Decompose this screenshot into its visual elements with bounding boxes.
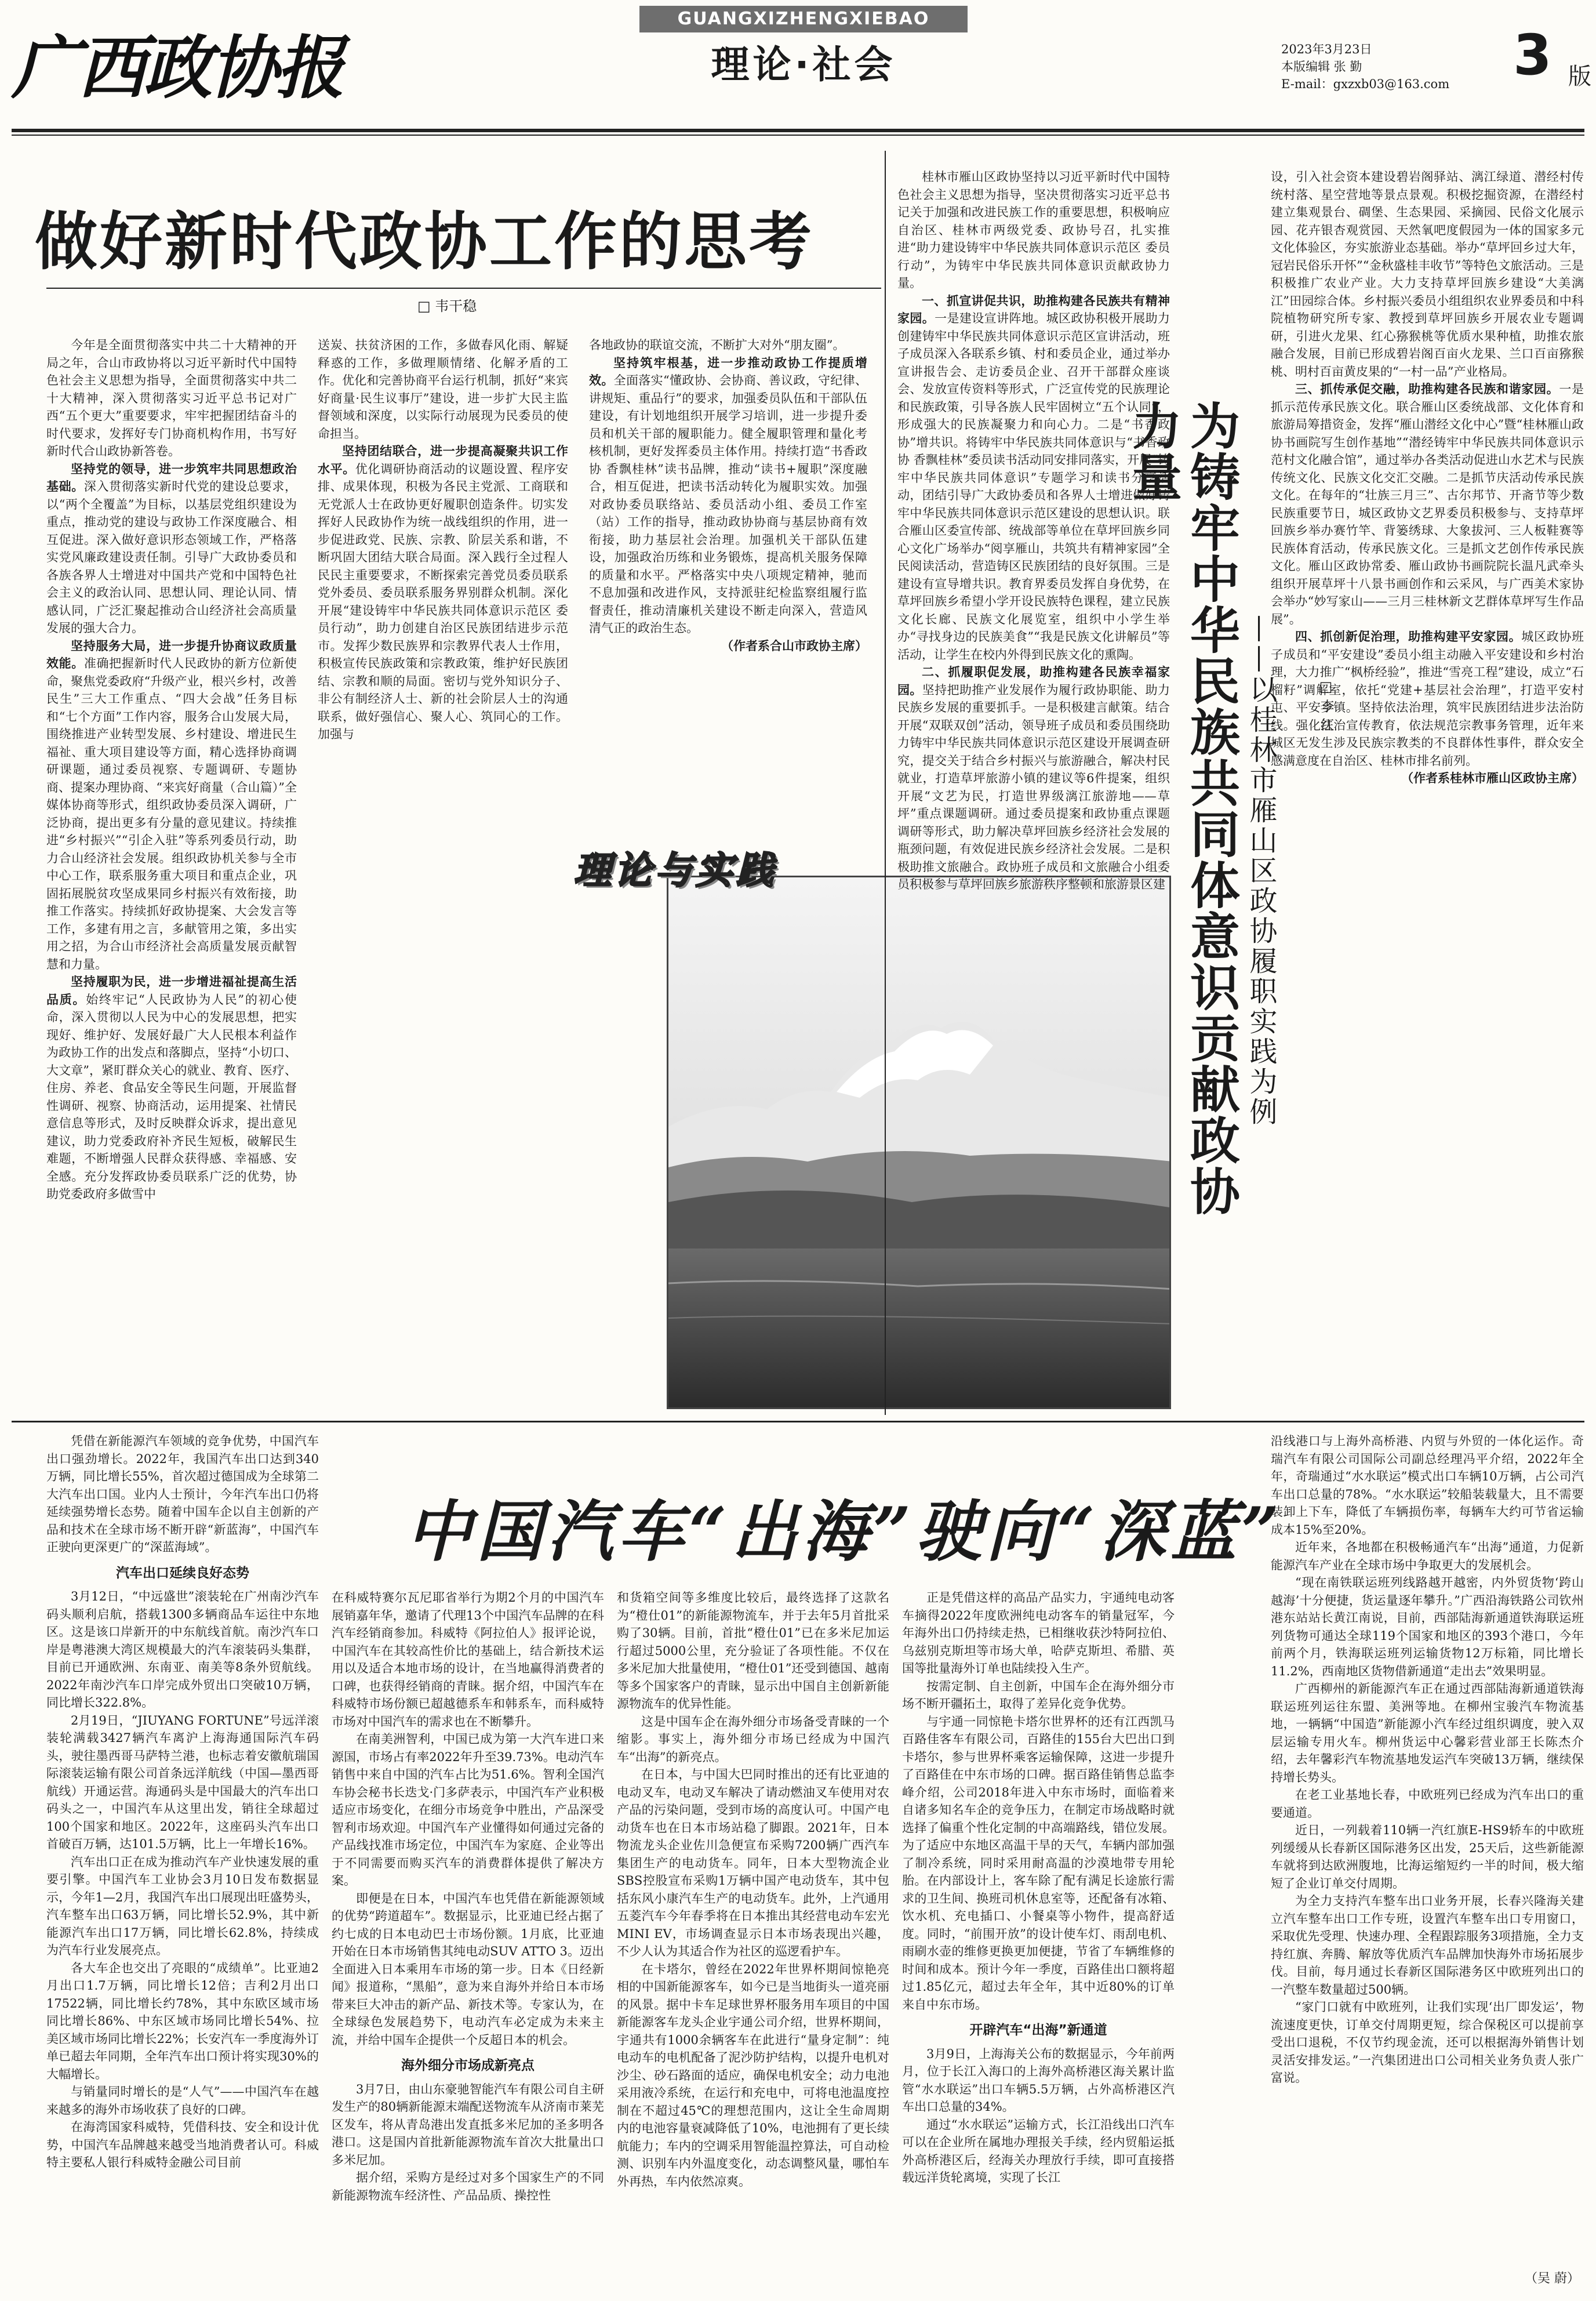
header-rule-thick xyxy=(12,129,1584,132)
paragraph-lead: 四、抓创新促治理，助推构建平安家园。 xyxy=(1295,630,1522,644)
theory-practice-banner: 理论与实践 xyxy=(574,850,777,892)
section-title: 理论·社会 xyxy=(711,42,896,87)
masthead-pinyin: GUANGXIZHENGXIEBAO xyxy=(639,6,968,32)
paragraph: 沿线港口与上海外高桥港、内贸与外贸的一体化运作。奇瑞汽车有限公司国际公司副总经理冯平介绍，2022年全年，奇瑞通过“水水联运”模式出口车辆10万辆，占公司汽车出口总量的78%。“水水联运”较船装载量大，且不需要装卸上下车，降低了车辆损伤率，每辆车大约可节省运输成本15%至20%。 xyxy=(1271,1434,1584,1537)
paragraph: 与宇通一同惊艳卡塔尔世界杯的还有江西凯马百路佳客车有限公司，百路佳的155台大巴出口到卡塔尔，参与世界杯乘客运输保障，这进一步提升了百路佳在中东市场的口碑。据百路佳销售总监李峰介绍，公司2018年进入中东市场时，面临着来自诸多知名车企的竞争压力，在制定市场战略时就选择了偏重个性化定制的中高端路线，错位发展。为了适应中东地区高温干旱的天气，车辆内部加强了制冷系统，同时采用耐高温的沙漠地带专用轮胎。在内部设计上，客车除了配有满足长途旅行需求的卫生间、换班司机休息室等，还配备有冰箱、饮水机、充电插口、小餐桌等小物件，提高舒适度。同时，“前围开放”的设计使车灯、雨刮电机、雨刷水壶的维修更换更加便捷，节省了车辆维修的时间和成本。预计今年一季度，百路佳出口额将超过1.85亿元，超过去年全年，其中近80%的订单来自中东市场。 xyxy=(902,1714,1175,2012)
paragraph: 在老工业基地长春，中欧班列已经成为汽车出口的重要通道。 xyxy=(1271,1788,1584,1820)
section-subheading: 开辟汽车“出海”新通道 xyxy=(969,2023,1107,2038)
paragraph-lead: 坚持履职为民，进一步增进福祉提高生活品质。 xyxy=(46,975,297,1007)
paragraph-lead: 坚持筑牢根基，进一步推动政协工作提质增效。 xyxy=(589,355,867,387)
paragraph: 坚持筑牢根基，进一步推动政协工作提质增效。全面落实“懂政协、会协商、善议政，守纪律、讲规矩、重品行”的要求，加强委员队伍和干部队伍建设，有计划地组织开展学习培训，进一步提升委员和机关干部的履职能力。健全履职管理和量化考核机制，更好发挥委员主体作用。持续打造“书香政协 香飘桂林”读书品牌，推动“读书+履职”深度融合，相互促进，把读书活动转化为履职实效。加强对政协委员联络站、委员活动小组、委员工作室（站）工作的指导，推动政协协商与基层协商有效衔接，助力基层社会治理。加强机关干部队伍建设，加强政治历练和业务锻炼，提高机关服务保障的质量和水平。严格落实中央八项规定精神，驰而不息加强和改进作风，支持派驻纪检监察组履行监督责任，推动清廉机关建设不断走向深入，营造风清气正的政治生态。 xyxy=(589,355,867,635)
paragraph: 在日本，与中国大巴同时推出的还有比亚迪的电动叉车，电动叉车解决了请动燃油叉车使用对农产品的污染问题，受到市场的高度认可。中国产电动货车也在日本市场站稳了脚跟。2021年，日本物流龙头企业佐川急便宣布采购7200辆广西汽车集团生产的电动货车。同年，日本大型物流企业SBS控股宣布采购1万辆中国产电动货车，其中包括东风小康汽车生产的电动货车。此外，上汽通用五菱汽车今年春季将在日本推出其经营电动车宏光MINI EV，市场调查显示日本市场表现出兴趣，不少人认为其适合作为社区的巡逻看护车。 xyxy=(617,1768,889,1958)
paragraph-lead: 一、抓宣讲促共识，助推构建各民族共有精神家园。 xyxy=(897,293,1170,325)
paragraph: 正是凭借这样的高品产品实力，宇通纯电动客车摘得2022年度欧洲纯电动客车的销量冠军，今年海外出口仍持续走热，已相继收获沙特阿拉伯、乌兹别克斯坦等市场大单，哈萨克斯坦、希腊、英国等批量海外订单也陆续投入生产。 xyxy=(902,1591,1175,1675)
paragraph: 在南美洲智利，中国已成为第一大汽车进口来源国，市场占有率2022年升至39.73%。电动汽车销售中来自中国的汽车占比为51.6%。智利全国汽车协会秘书长迭戈·门多萨表示，中国汽车产业积极适应市场变化，在细分市场竞争中胜出，产品深受智利市场欢迎。中国汽车产业懂得如何通过完备的产品线找准市场定位，中国汽车为家庭、企业等出于不同需要而购买汽车的消费群体提供了解决方案。 xyxy=(332,1732,604,1888)
paragraph: 在海湾国家科威特，凭借科技、安全和设计优势，中国汽车品牌越来越受当地消费者认可。科威特主要私人银行科威特金融公司目前 xyxy=(46,2120,319,2169)
paragraph: “家门口就有中欧班列，让我们实现‘出厂即发运’，物流速度更快，订单交付周期更短，综合保税区可以提前享受出口退税，不仅节约现金流，还可以根据海外销售计划灵活安排发运。”一汽集团进出口公司相关业务负责人张广富说。 xyxy=(1271,2000,1584,2085)
paragraph: 坚持团结联合，进一步提高凝聚共识工作水平。优化调研协商活动的议题设置、程序安排、成果体现，积极为各民主党派、工商联和无党派人士在政协更好履职创造条件。切实发挥好人民政协作为统一战线组织的作用，进一步促进政党、民族、宗教、阶层关系和谐，不断巩固大团结大联合局面。深入践行全过程人民民主重要要求，不断探索完善党员委员联系党外委员、委员联系服务界别群众机制。深化开展“建设铸牢中华民族共同体意识示范区 委员行动”，助力创建自治区民族团结进步示范市。发挥少数民族界和宗教界代表人士作用，积极宣传民族政策和宗教政策，维护好民族团结、宗教和顺的局面。密切与党外知识分子、非公有制经济人士、新的社会阶层人士的沟通联系，做好强信心、聚人心、筑同心的工作。加强与 xyxy=(318,444,568,741)
paragraph: 今年是全面贯彻落实中共二十大精神的开局之年，合山市政协将以习近平新时代中国特色社会主义思想为指导，全面贯彻落实中共二十大精神，深入贯彻落实习近平总书记对广西“五个更大”重要要求，牢牢把握团结奋斗的时代要求，发挥好专门协商机构作用，书写好新时代合山政协新答卷。 xyxy=(46,338,297,458)
paragraph-lead: 坚持服务大局，进一步提升协商议政质量效能。 xyxy=(46,638,297,670)
paragraph: 与销量同时增长的是“人气”——中国汽车在越来越多的海外市场收获了良好的口碑。 xyxy=(46,2085,319,2117)
article1-column-2 xyxy=(318,336,568,812)
paragraph: 桂林市雁山区政协坚持以习近平新时代中国特色社会主义思想为指导，坚决贯彻落实习近平总书记关于加强和改进民族工作的重要思想，积极响应自治区、桂林市两级党委、政协号召，扎实推进“助力建设铸牢中华民族共同体意识示范区 委员行动”，为铸牢中华民族共同体意识贡献政协力量。 xyxy=(897,170,1170,290)
masthead-logo: 广西政协报 xyxy=(12,27,343,108)
article1-headline: 做好新时代政协工作的思考 xyxy=(35,206,815,278)
paragraph: 为全力支持汽车整车出口业务开展，长春兴隆海关建立汽车整车出口工作专班，设置汽车整车出口专用窗口，采取优先受理、快速办理、全程跟踪服务3项措施，全力支持红旗、奔腾、解放等优质汽车品牌加快海外市场拓展步伐。目前，每月通过长春新区国际港务区中欧班列出口的一汽整车数量超过500辆。 xyxy=(1271,1894,1584,1997)
paragraph: 汽车出口正在成为推动汽车产业快速发展的重要引擎。中国汽车工业协会3月10日发布数据显示，今年1—2月，我国汽车出口展现出旺盛势头，汽车整车出口63万辆，同比增长52.9%，其中新能源汽车出口17万辆，同比增长62.8%，持续成为汽车行业发展亮点。 xyxy=(46,1854,319,1957)
paragraph: 3月12日，“中远盛世”滚装轮在广州南沙汽车码头顺利启航，搭载1300多辆商品车运往中东地区。这是该口岸新开的中东航线首航。南沙汽车口岸是粤港澳大湾区规模最大的汽车滚装码头集群，目前已开通欧洲、东南亚、南美等8条外贸航线。2022年南沙汽车口岸完成外贸出口突破10万辆，同比增长322.8%。 xyxy=(46,1589,319,1710)
paragraph: 广西柳州的新能源汽车正在通过西部陆海新通道铁海联运班列运往东盟、美洲等地。在柳州宝骏汽车物流基地，一辆辆“中国造”新能源小汽车经过组织调度，驶入双层运输专用火车。柳州货运中心馨彩营业部王长陈杰介绍，去年馨彩汽车物流基地发运汽车突破13万辆，继续保持增长势头。 xyxy=(1271,1682,1584,1784)
paragraph: 各大车企也交出了亮眼的“成绩单”。比亚迪2月出口1.7万辆，同比增长12倍；吉利2月出口17522辆，同比增长约78%，其中东欧区域市场同比增长86%、中东区域市场同比增长54%、拉美区域市场同比增长22%；长安汽车一季度海外订单已超去年同期，全年汽车出口预计将实现30%的大幅增长。 xyxy=(46,1961,319,2081)
paragraph: 三、抓传承促交融，助推构建各民族和谐家园。一是抓示范传承民族文化。联合雁山区委统战部、文化体育和旅游局筹措资金，发挥“雁山潜经文化中心”暨“桂林雁山政协书画院写生创作基地”“潜经铸牢中华民族共同体意识示范村文化融合馆”，通过举办各类活动促进山水艺术与民族传统文化、民族文化交汇交融。二是抓节庆活动传承民族文化。在每年的“壮族三月三”、古尔邦节、开斋节等少数民族重要节日，城区政协文艺界委员积极参与、支持草坪回族乡举办赛竹竿、背篓绣球、大象拔河、三人板鞋赛等民族体育活动，传承民族文化。三是抓文艺创作传承民族文化。雁山区政协常委、雁山政协书画院院长温凡武牵头组织开展草坪十八景书画创作和云采风，与广西美术家协会举办“妙写家山——三月三桂林新文艺群体草坪写生作品展”。 xyxy=(1271,382,1584,626)
paragraph: 即便是在日本，中国汽车也凭借在新能源领域的优势“跨道超车”。数据显示，比亚迪已经占据了约七成的日本电动巴士市场份额。1月底，比亚迪开始在日本市场销售其纯电动SUV ATTO 3。迈出全面进入日本乘用车市场的第一步。日本《日经新闻》报道称，“黑船”，意为来自海外并给日本市场带来巨大冲击的新产品、新技术等。专家认为，在全球绿色发展趋势下，电动汽车必定成为未来主流，并给中国车企提供一个反超日本的机会。 xyxy=(332,1891,604,2047)
paragraph: 通过“水水联运”运输方式，长江沿线出口汽车可以在企业所在属地办理报关手续，经内贸船运抵外高桥港区后，经海关办理放行手续，即可直接搭载远洋货轮离境，实现了长江 xyxy=(902,2117,1175,2184)
article2-column-1 xyxy=(897,168,1170,1409)
paragraph-lead: 三、抓传承促交融，助推构建各民族和谐家园。 xyxy=(1295,382,1559,396)
article3-column-2 xyxy=(332,1589,604,2291)
paragraph: 据介绍，采购方是经过对多个国家生产的不同新能源物流车经济性、产品品质、操控性 xyxy=(332,2171,604,2202)
paragraph: 近年来，各地都在积极畅通汽车“出海”通道，力促新能源汽车产业在全球市场中争取更大的发展机会。 xyxy=(1271,1540,1584,1572)
paragraph: 坚持履职为民，进一步增进福祉提高生活品质。始终牢记“人民政协为人民”的初心使命，深入贯彻以人民为中心的发展思想，把实现好、维护好、发展好最广大人民根本利益作为政协工作的出发点和落脚点，坚持“小切口、大文章”，紧盯群众关心的就业、教育、医疗、住房、养老、食品安全等民生问题，开展监督性调研、视察、协商活动，运用提案、社情民意信息等形式，及时反映群众诉求，提出意见建议，助力党委政府补齐民生短板，破解民生难题，不断增强人民群众获得感、幸福感、安全感。充分发挥政协委员联系广泛的优势，协助党委政府多做雪中 xyxy=(46,975,297,1201)
paragraph: 二、抓履职促发展，助推构建各民族幸福家园。坚持把助推产业发展作为履行政协职能、助力民族乡发展的重要抓手。一是积极建言献策。结合开展“双联双创”活动，领导班子成员和委员围绕助力铸牢中华民族共同体意识示范区建设开展调查研究，提交关于结合乡村振兴与旅游融合，解决村民就业，打造草坪旅游小镇的建议等6件提案，组织开展“文艺为民，打造世界级漓江旅游地——草坪”重点课题调研。通过委员提案和政协重点课题调研等形式，助力解决草坪回族乡经济社会发展的瓶颈问题，有效促进民族乡经济社会发展。二是积极助推文旅融合。政协班子成员和文旅融合小组委员积极参与草坪回族乡旅游秩序整顿和旅游景区建 xyxy=(897,665,1170,891)
paragraph: 坚持党的领导，进一步筑牢共同思想政治基础。深入贯彻落实新时代党的建设总要求，以“两个全覆盖”为目标，以基层党组织建设为重点，推动党的建设与政协工作深度融合、相互促进。深入做好意识形态领域工作，严格落实党风廉政建设责任制。引导广大政协委员和各族各界人士增进对中国共产党和中国特色社会主义的政治认同、思想认同、理论认同、情感认同，广泛汇聚起推动合山经济社会高质量发展的强大合力。 xyxy=(46,462,297,635)
article1-title-underline xyxy=(46,288,881,289)
article3-headline: 中国汽车“出海”驶向“深蓝” xyxy=(406,1493,1284,1570)
article2-subtitle: ——以桂林市雁山区政协履职实践为例 xyxy=(1245,615,1277,1127)
paragraph-lead: 二、抓履职促发展，助推构建各民族幸福家园。 xyxy=(897,665,1170,697)
paragraph-lead: 坚持党的领导，进一步筑牢共同思想政治基础。 xyxy=(46,462,297,493)
article1-column-3 xyxy=(589,336,867,823)
article3-column-4 xyxy=(902,1589,1175,2291)
paragraph: 3月7日，由山东豪驰智能汽车有限公司自主研发生产的80辆新能源末端配送物流车从济南市莱芜区发车，将从青岛港出发直抵多米尼加的圣多明各港口。这是国内首批新能源物流车首次大批量出口多米尼加。 xyxy=(332,2082,604,2167)
paragraph: 按需定制、自主创新，中国车企在海外细分市场不断开疆拓土，取得了差异化竞争优势。 xyxy=(902,1679,1175,1711)
article2-author: □ 李 红 xyxy=(1318,678,1334,732)
paragraph: 2月19日，“JIUYANG FORTUNE”号远洋滚装轮满载3427辆汽车离沪上海海通国际汽车码头，驶往墨西哥马萨特兰港，也标志着安徽航瑞国际滚装运输有限公司首条远洋航线（中国—墨西哥航线）开通运营。海通码头是中国最大的汽车出口码头之一，中国汽车从这里出发，销往全球超过100个国家和地区。2022年，这座码头汽车出口首破百万辆，达101.5万辆，比上一年增长16%。 xyxy=(46,1713,319,1851)
header-rule-thin xyxy=(12,135,1584,136)
article2-column-2 xyxy=(1271,168,1584,1409)
article1-author: □ 韦干稳 xyxy=(417,298,477,314)
paragraph: 凭借在新能源汽车领域的竞争优势，中国汽车出口强劲增长。2022年，我国汽车出口达到340万辆，同比增长55%，首次超过德国成为全球第二大汽车出口国。业内人士预计，今年汽车出口仍将延续强势增长态势。随着中国车企以自主创新的产品和技术在全球市场不断开辟“新蓝海”，中国汽车正驶向更深更广的“深蓝海域”。 xyxy=(46,1434,319,1554)
article3-byline: （吴 蔚） xyxy=(1525,2271,1580,2286)
author-affiliation: （作者系桂林市雁山区政协主席） xyxy=(1401,771,1584,785)
paragraph: 近日，一列载着110辆一汽红旗E-HS9轿车的中欧班列缓缓从长春新区国际港务区出发，25天后，这些新能源车就将到达欧洲腹地，比海运缩短约一半的时间，极大缩短了企业订单交付周期。 xyxy=(1271,1823,1584,1890)
paragraph: 一、抓宣讲促共识，助推构建各民族共有精神家园。一是建设宣讲阵地。城区政协积极开展助力创建铸牢中华民族共同体意识示范区宣讲活动，班子成员深入各联系乡镇、村和委员企业，通过举办宣讲报告会、走访委员企业、召开干部群众座谈会、发放宣传资料等形式，广泛宣传党的民族理论和民族政策，引导各族人民牢固树立“五个认同”，形成强大的民族凝聚力和向心力。二是“书香政协”增共识。将铸牢中华民族共同体意识与“书香政协 香飘桂林”委员读书活动同安排同落实，开展“铸牢中华民族共同体意识”专题学习和读书分享活动，团结引导广大政协委员和各界人士增进做好铸牢中华民族共同体意识示范区建设的思想认识。联合雁山区委宣传部、统战部等单位在草坪回族乡同心文化广场举办“阅享雁山，共筑共有精神家园”全民阅读活动，营造铸区民族团结的良好氛围。三是建设有宣导增共识。教育界委员发挥自身优势，在草坪回族乡希望小学开设民族特色课程，建立民族文化长廊、民族文化展览室，组织中小学生举办“寻找身边的民族美食”“我是民族文化讲解员”等活动，让学生在校内外得到民族文化的熏陶。 xyxy=(897,293,1170,662)
paragraph: 各地政协的联谊交流，不断扩大对外“朋友圈”。 xyxy=(589,338,845,352)
page-number: 3 xyxy=(1513,23,1552,88)
article1-column-1 xyxy=(46,336,297,1427)
editor-email: E-mail：gxzxb03@163.com xyxy=(1281,77,1450,91)
paragraph: 坚持服务大局，进一步提升协商议政质量效能。准确把握新时代人民政协的新方位新使命，聚焦党委政府“升级产业，根兴乡村，改善民生”三大工作重点、“四大会战”任务目标和“七个方面”工作内容，服务合山发展大局，围绕推进产业转型发展、乡村建设、增进民生福祉、重大项目建设等方面，精心选择协商调研课题，通过委员视察、专题调研、专题协商、提案办理协商、“来宾好商量（合山篇）”全媒体协商等形式，组织政协委员深入调研，广泛协商，提出更多有分量的意见建议。持续推进“乡村振兴”“引企入驻”等系列委员行动，助力合山经济社会发展。组织政协机关参与全市中心工作，联系服务重大项目和重点企业，巩固拓展脱贫攻坚成果同乡村振兴有效衔接，助推工作落实。持续抓好政协提案、大会发言等工作，多建有用之言，多献管用之策，多出实用之招，为合山市经济社会高质量发展贡献智慧和力量。 xyxy=(46,638,297,971)
paragraph: 在科威特赛尔瓦尼耶省举行为期2个月的中国汽车展销嘉年华，邀请了代理13个中国汽车品牌的在科汽车经销商参加。科威特《阿拉伯人》报评论说，中国汽车在其较高性价比的基础上，结合新技术运用以及适合本地市场的设计，在当地赢得消费者的口碑，也获得经销商的青睐。据介绍，中国汽车在科威特市场份额已超越德系车和韩系车，而科威特市场对中国汽车的需求也在不断攀升。 xyxy=(332,1591,604,1729)
paragraph: 设，引入社会资本建设碧岩阁驿站、漓江绿道、潜经村传统村落、星空营地等景点景观。积极挖掘资源，在潜经村建立集观景台、碉堡、生态果园、采摘园、民俗文化展示园、花卉银杏观赏园、天然氧吧度假园为一体的国家多元文化体验区，夯实旅游业态基础。举办“草坪回乡过大年，冠岩民俗乐开怀”“金秋盛桂丰收节”等特色文旅活动。三是积极推广农业产业。大力支持草坪回族乡建设“大美漓江”田园综合体。乡村振兴委员小组组织农业界委员和中科院植物研究所专家、教授到草坪回族乡开展农业专题调研，引进火龙果、红心猕猴桃等优质水果种植，助推农旅融合发展，目前已形成碧岩阁百亩火龙果、兰口百亩猕猴桃、明村百亩黄皮果的“一村一品”产业格局。 xyxy=(1271,170,1584,379)
issue-date: 2023年3月23日 xyxy=(1281,42,1372,56)
page-editor: 本版编辑 张 勤 xyxy=(1281,60,1362,74)
paragraph: 四、抓创新促治理，助推构建平安家园。城区政协班子成员和“平安建设”委员小组主动融入平安建设和乡村治理，大力推广“枫桥经验”，推进“雪亮工程”建设，成立“石榴籽”调解室，依托“党建+基层社会治理”，打造平安村屯、平安乡镇。坚持依法治理，筑牢民族团结进步法治防线。强化法治宣传教育，依法规范宗教事务管理，近年来城区无发生涉及民族宗教类的不良群体性事件，群众安全感满意度在自治区、桂林市排名前列。 xyxy=(1271,630,1584,768)
paragraph: 送炭、扶贫济困的工作，多做春风化雨、解疑释惑的工作，多做理顺情绪、化解矛盾的工作。优化和完善协商平台运行机制，抓好“来宾好商量·民生议事厅”建设，进一步扩大民主监督领域和深度，以实际行动展现为民委员的使命担当。 xyxy=(318,338,568,441)
paragraph: 这是中国车企在海外细分市场备受青睐的一个缩影。事实上，海外细分市场已经成为中国汽车“出海”的新亮点。 xyxy=(617,1714,889,1764)
paragraph: 3月9日，上海海关公布的数据显示，今年前两月，位于长江入海口的上海外高桥港区海关累计监管“水水联运”出口车辆5.5万辆，占外高桥港区汽车出口总量的34%。 xyxy=(902,2046,1175,2114)
header-meta xyxy=(1281,41,1513,93)
paragraph: “现在南铁联运班列线路越开越密，内外贸货物‘跨山越海’十分便捷，货运量逐年攀升。”广西沿海铁路公司钦州港东站站长黄江南说，目前，西部陆海新通道铁海联运班列货物可通达全球119个国家和地区的393个港口，今年前两个月，铁海联运班列运输货物12万标箱，同比增长11.2%，西南地区货物借新通道“走出去”效果明显。 xyxy=(1271,1576,1584,1678)
page-unit: 版 xyxy=(1568,63,1591,90)
article2-headline: 为铸牢中华民族共同体意识贡献政协力量 xyxy=(1124,400,1239,1217)
article3-column-5 xyxy=(1271,1432,1584,2267)
paragraph: 在卡塔尔，曾经在2022年世界杯期间惊艳亮相的中国新能源客车，如今已是当地街头一道亮丽的风景。据中卡车足球世界杯服务用车项目的中国新能源客车龙头企业宇通公司介绍，世界杯期间，宇通共有1000余辆客车在此进行“量身定制”：纯电动车的电机配备了泥沙防护结构，以提升电机对沙尘、砂石路面的适应，确保电机安全；动力电池采用液冷系统，在运行和充电中，可将电池温度控制在不超过45℃的理想范围内，这让全生命周期内的电池容量衰减降低了10%，电池拥有了更长续航能力；车内的空调采用智能温控算法，可自动检测、识别车内外温度变化，动态调整风量，哪怕车外再热，车内依然凉爽。 xyxy=(617,1962,889,2189)
paragraph: 和货箱空间等多维度比较后，最终选择了这款名为“橙仕01”的新能源物流车，并于去年5月首批采购了30辆。目前，首批“橙仕01”已在多米尼加运行超过5000公里，充分验证了各项性能。不仅在多米尼加大批量使用，“橙仕01”还受到德国、越南等多个国家客户的青睐，显示出中国自主创新新能源物流车的优异性能。 xyxy=(617,1591,889,1711)
article-divider-vertical xyxy=(885,151,886,1415)
paragraph-lead: 坚持团结联合，进一步提高凝聚共识工作水平。 xyxy=(318,444,568,476)
section-subheading: 汽车出口延续良好态势 xyxy=(116,1565,249,1581)
section-subheading: 海外细分市场成新亮点 xyxy=(401,2058,535,2073)
mid-page-rule xyxy=(12,1421,1584,1422)
author-affiliation: （作者系合山市政协主席） xyxy=(721,638,867,653)
article3-column-3 xyxy=(617,1589,889,2291)
article3-column-1 xyxy=(46,1432,319,2291)
